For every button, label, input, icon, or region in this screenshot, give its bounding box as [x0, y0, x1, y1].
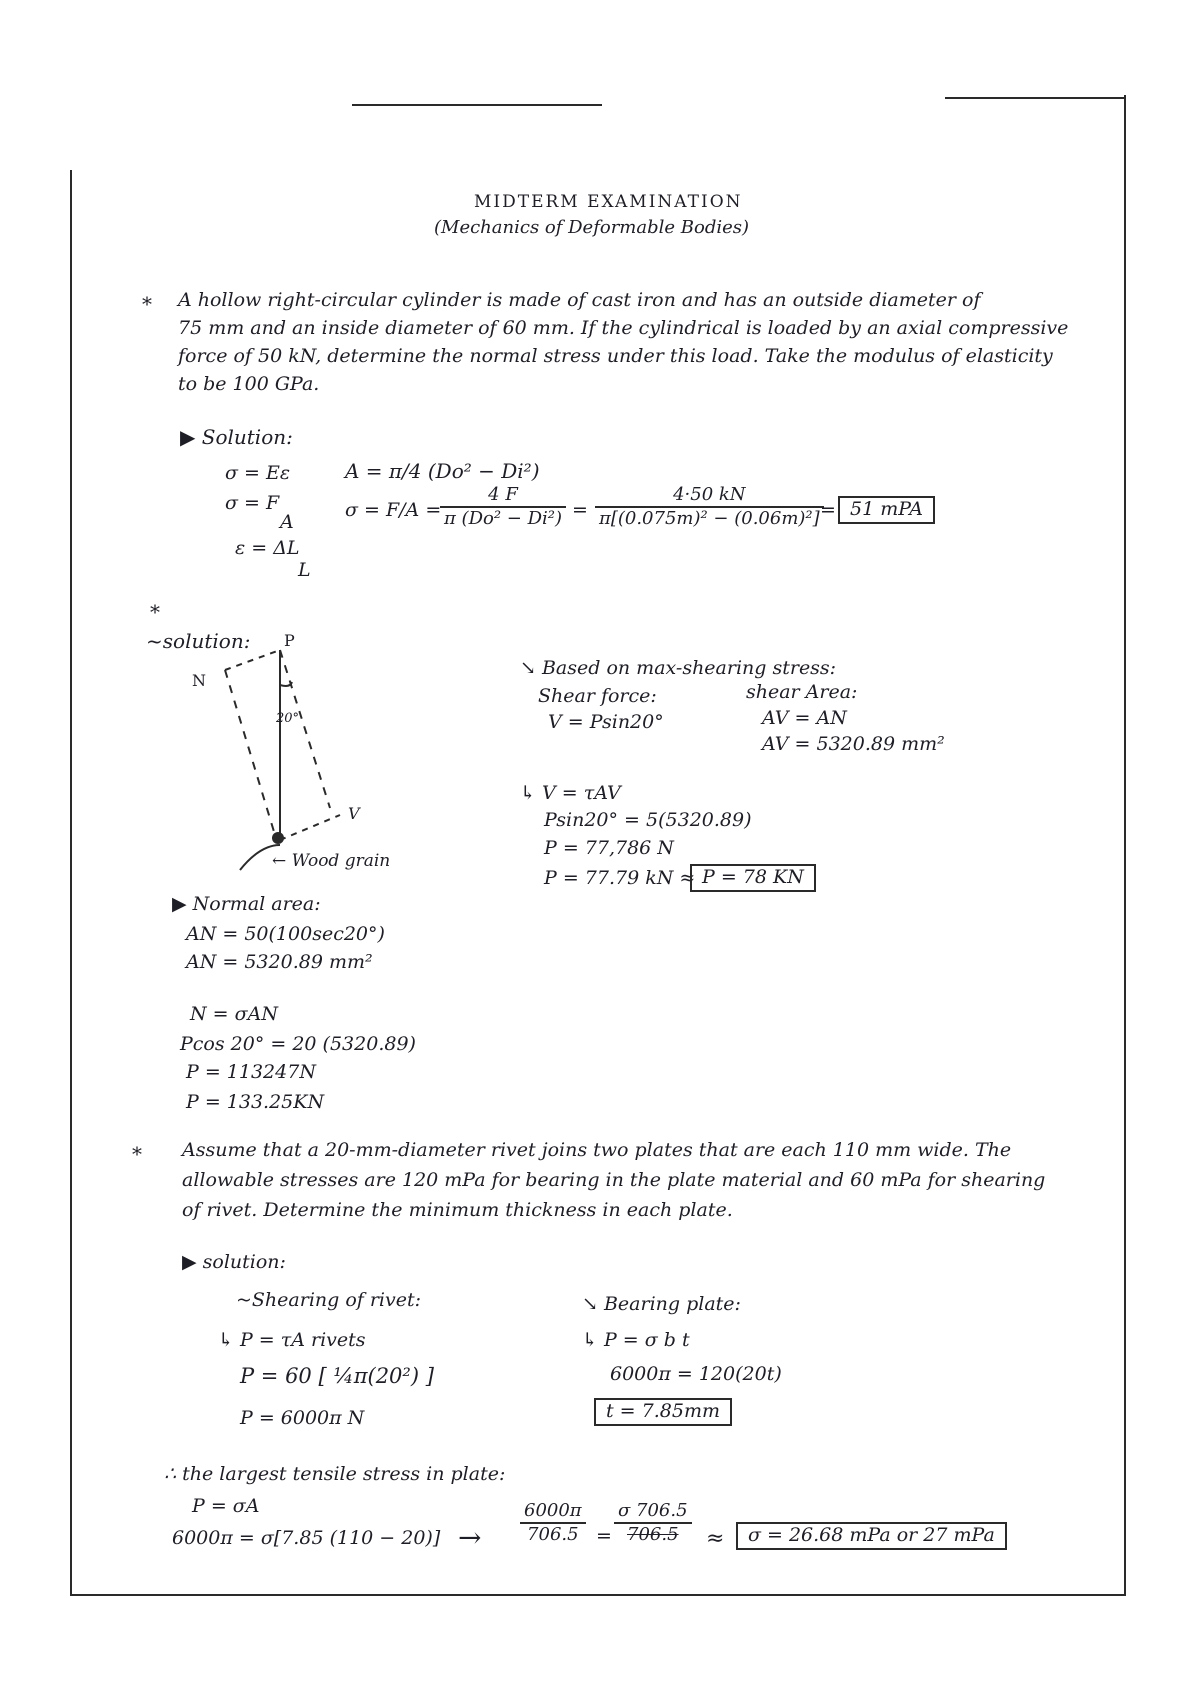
- final-fraction-b: [614, 1500, 692, 1545]
- p-n2: P = 133.25KN: [186, 1091, 325, 1113]
- shear-force-label: Shear force:: [538, 685, 657, 707]
- fraction-numerator: σ 706.5: [614, 1500, 692, 1524]
- dashed-bottom: [280, 815, 340, 840]
- arrow-marker-icon: ↳: [520, 782, 542, 804]
- problem3-line: of rivet. Determine the minimum thickness in each plate.: [182, 1199, 733, 1221]
- p-n1: P = 113247N: [186, 1061, 316, 1083]
- formula-epsilon: ε = ΔL: [235, 537, 300, 559]
- arrow-marker-icon: ▶: [180, 425, 202, 449]
- tensile-eq2: 6000π = σ[7.85 (110 − 20)]: [172, 1527, 441, 1549]
- dashed-left: [225, 670, 275, 835]
- problem2-solution-label: ~solution:: [146, 629, 251, 653]
- label-v: V: [348, 804, 360, 823]
- max-shear-heading: ↘ Based on max-shearing stress:: [520, 657, 837, 679]
- formula-sigma-a: A: [280, 511, 294, 533]
- shear-area-eq1: AV = AN: [762, 707, 847, 729]
- frame-right-border: [1124, 95, 1126, 1595]
- equals-sign: =: [596, 1525, 612, 1547]
- shear-eq3: P = 6000π N: [240, 1407, 365, 1429]
- fraction-numerator: 4·50 kN: [595, 484, 824, 508]
- formula-sigma-f: σ = F: [225, 492, 280, 514]
- fraction-denominator: 706.5: [527, 1523, 579, 1545]
- p-boxed-result: P = 78 KN: [690, 864, 816, 892]
- arrow-marker-icon: ↳: [218, 1329, 240, 1351]
- dashed-top: [225, 650, 280, 670]
- label-angle: 20°: [276, 711, 300, 726]
- problem1-solution-label: ▶ Solution:: [180, 425, 293, 449]
- final-boxed-result: σ = 26.68 mPa or 27 mPa: [736, 1522, 1007, 1550]
- bearing-label: ↘ Bearing plate:: [582, 1293, 741, 1315]
- final-fraction-a: [520, 1500, 586, 1545]
- label-n: N: [192, 671, 206, 690]
- exam-subtitle: (Mechanics of Deformable Bodies): [434, 217, 750, 238]
- p-eq3: P = 77.79 kN ≈: [544, 867, 696, 889]
- shear-force-eq: V = Psin20°: [548, 711, 664, 733]
- exam-title: MIDTERM EXAMINATION: [474, 192, 743, 212]
- shear-eq1: ↳ P = τA rivets: [218, 1329, 366, 1351]
- problem1-line: 75 mm and an inside diameter of 60 mm. If the cylindrical is loaded by an axial compressive: [178, 317, 1069, 339]
- label-wood-grain: ← Wood grain: [272, 851, 391, 871]
- frame-bottom-border: [70, 1594, 1126, 1596]
- pcos-eq: Pcos 20° = 20 (5320.89): [180, 1033, 416, 1055]
- label-p: P: [284, 631, 295, 650]
- fraction-numerator: 4 F: [440, 484, 566, 508]
- area-formula: A = π/4 (Do² − Di²): [345, 459, 540, 483]
- problem3-solution-label: ▶ solution:: [182, 1251, 286, 1273]
- arrow-marker-icon: ↘: [520, 657, 542, 679]
- tensile-eq1: P = σA: [192, 1495, 260, 1517]
- fraction-denominator: π (Do² − Di²): [444, 507, 563, 529]
- shearing-label: ~Shearing of rivet:: [236, 1289, 422, 1311]
- fraction-denominator: π[(0.075m)² − (0.06m)²]: [599, 507, 820, 529]
- arrow-marker-icon: ▶: [182, 1251, 203, 1273]
- v-tau-eq: ↳ V = τAV: [520, 782, 621, 804]
- problem1-bullet: *: [142, 292, 152, 316]
- stress-fraction-2: [595, 484, 824, 529]
- problem3-bullet: *: [132, 1142, 142, 1166]
- arrow-right-icon: →: [458, 1521, 482, 1554]
- fraction-numerator: 6000π: [520, 1500, 586, 1524]
- bear-boxed-result: t = 7.85mm: [594, 1398, 732, 1426]
- stress-lhs: σ = F/A =: [345, 499, 442, 521]
- p-eq1: Psin20° = 5(5320.89): [544, 809, 752, 831]
- p-eq2: P = 77,786 N: [544, 837, 674, 859]
- shear-eq2: P = 60 [ ¼π(20²) ]: [240, 1364, 434, 1388]
- formula-epsilon-l: L: [298, 559, 311, 581]
- normal-area-label: ▶ Normal area:: [172, 893, 321, 915]
- shear-area-label: shear Area:: [746, 681, 858, 703]
- n-eq: N = σAN: [190, 1003, 278, 1025]
- shear-area-eq2: AV = 5320.89 mm²: [762, 733, 945, 755]
- dashed-right: [280, 650, 330, 808]
- problem1-line: A hollow right-circular cylinder is made of cast iron and has an outside diameter of: [178, 289, 981, 311]
- bear-eq2: 6000π = 120(20t): [610, 1363, 782, 1385]
- an-eq1: AN = 50(100sec20°): [186, 923, 385, 945]
- problem2-bullet: *: [150, 600, 160, 624]
- header-rule-right: [945, 97, 1125, 99]
- fraction-denominator: 706.5: [627, 1523, 679, 1545]
- bear-eq1: ↳ P = σ b t: [582, 1329, 690, 1351]
- result-boxed: 51 mPA: [838, 496, 935, 524]
- arrow-marker-icon: ▶: [172, 893, 193, 915]
- result-equals: =: [820, 499, 836, 521]
- an-eq2: AN = 5320.89 mm²: [186, 951, 373, 973]
- header-rule-left: [352, 104, 602, 106]
- problem1-line: to be 100 GPa.: [178, 373, 320, 395]
- equals-sign: =: [572, 499, 588, 521]
- approx-sign: ≈: [706, 1526, 725, 1551]
- wood-grain-diagram: [180, 630, 410, 880]
- stress-fraction-1: [440, 484, 566, 529]
- formula-sigma-e-epsilon: σ = Eε: [225, 462, 291, 484]
- frame-left-border: [70, 170, 72, 1595]
- arrow-marker-icon: ↳: [582, 1329, 604, 1351]
- tensile-label: ∴ the largest tensile stress in plate:: [164, 1463, 506, 1485]
- arrow-marker-icon: ↘: [582, 1293, 604, 1315]
- problem3-line: allowable stresses are 120 mPa for bearing in the plate material and 60 mPa for shearing: [182, 1169, 1046, 1191]
- problem1-line: force of 50 kN, determine the normal stress under this load. Take the modulus of elasticity: [178, 345, 1053, 367]
- load-point: [272, 832, 284, 844]
- problem3-line: Assume that a 20-mm-diameter rivet joins two plates that are each 110 mm wide. The: [182, 1139, 1012, 1161]
